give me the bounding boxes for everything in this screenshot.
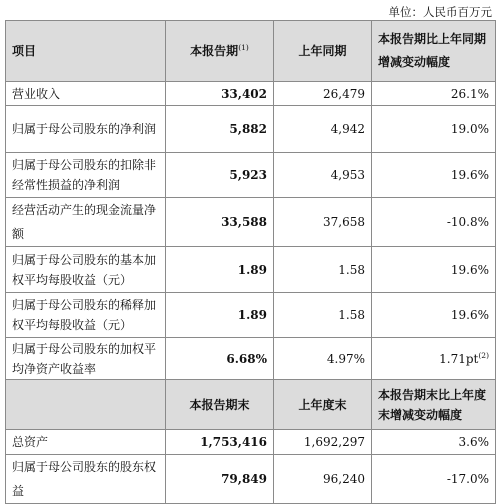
header2-current-period-end: 本报告期末 — [166, 380, 274, 430]
row-label: 归属于母公司股东的稀释加权平均每股收益（元） — [6, 293, 166, 338]
header2-prior-year-end: 上年度末 — [274, 380, 372, 430]
row-current: 1.89 — [166, 293, 274, 338]
table-header-row — [6, 21, 496, 82]
header2-change: 本报告期末比上年度末增减变动幅度 — [372, 380, 496, 430]
row-label: 总资产 — [6, 430, 166, 455]
row-change: 19.6% — [372, 153, 496, 198]
row-change: 3.6% — [372, 430, 496, 455]
table-row — [6, 106, 496, 153]
row-prior: 1.58 — [274, 247, 372, 293]
row-prior: 26,479 — [274, 82, 372, 106]
table-row — [6, 153, 496, 198]
header-current-text: 本报告期 — [190, 44, 239, 58]
row-change: 19.0% — [372, 106, 496, 153]
row-label: 归属于母公司股东的基本加权平均每股收益（元） — [6, 247, 166, 293]
header-item: 项目 — [6, 21, 166, 82]
table-row — [6, 430, 496, 455]
header-current-note: (1) — [238, 43, 249, 52]
row-current: 5,882 — [166, 106, 274, 153]
row-prior: 1.58 — [274, 293, 372, 338]
header2-blank — [6, 380, 166, 430]
row-current: 5,923 — [166, 153, 274, 198]
row-change-value: 1.71pt — [439, 351, 479, 366]
row-change-note: (2) — [478, 350, 489, 360]
row-current: 1.89 — [166, 247, 274, 293]
row-prior: 1,692,297 — [274, 430, 372, 455]
table-row — [6, 198, 496, 247]
table-row — [6, 82, 496, 106]
row-change: -17.0% — [372, 455, 496, 504]
table-row — [6, 455, 496, 504]
header-current-period — [166, 21, 274, 82]
financial-summary-table — [5, 20, 496, 504]
row-prior: 96,240 — [274, 455, 372, 504]
row-label: 营业收入 — [6, 82, 166, 106]
row-label: 归属于母公司股东的扣除非经常性损益的净利润 — [6, 153, 166, 198]
row-change: 19.6% — [372, 247, 496, 293]
row-change — [372, 338, 496, 380]
header-change: 本报告期比上年同期增减变动幅度 — [372, 21, 496, 82]
row-prior: 37,658 — [274, 198, 372, 247]
table-row — [6, 338, 496, 380]
row-change: 19.6% — [372, 293, 496, 338]
row-current: 1,753,416 — [166, 430, 274, 455]
table-row — [6, 293, 496, 338]
row-prior: 4,953 — [274, 153, 372, 198]
row-current: 79,849 — [166, 455, 274, 504]
row-label: 归属于母公司股东的加权平均净资产收益率 — [6, 338, 166, 380]
table-row — [6, 247, 496, 293]
row-label: 归属于母公司股东的净利润 — [6, 106, 166, 153]
row-prior: 4,942 — [274, 106, 372, 153]
row-label: 归属于母公司股东的股东权益 — [6, 455, 166, 504]
header-prior-period: 上年同期 — [274, 21, 372, 82]
row-current: 33,402 — [166, 82, 274, 106]
unit-label: 单位：人民币百万元 — [388, 5, 492, 19]
row-current: 33,588 — [166, 198, 274, 247]
table-header-row-2 — [6, 380, 496, 430]
row-prior: 4.97% — [274, 338, 372, 380]
row-label: 经营活动产生的现金流量净额 — [6, 198, 166, 247]
row-current: 6.68% — [166, 338, 274, 380]
row-change: 26.1% — [372, 82, 496, 106]
row-change: -10.8% — [372, 198, 496, 247]
